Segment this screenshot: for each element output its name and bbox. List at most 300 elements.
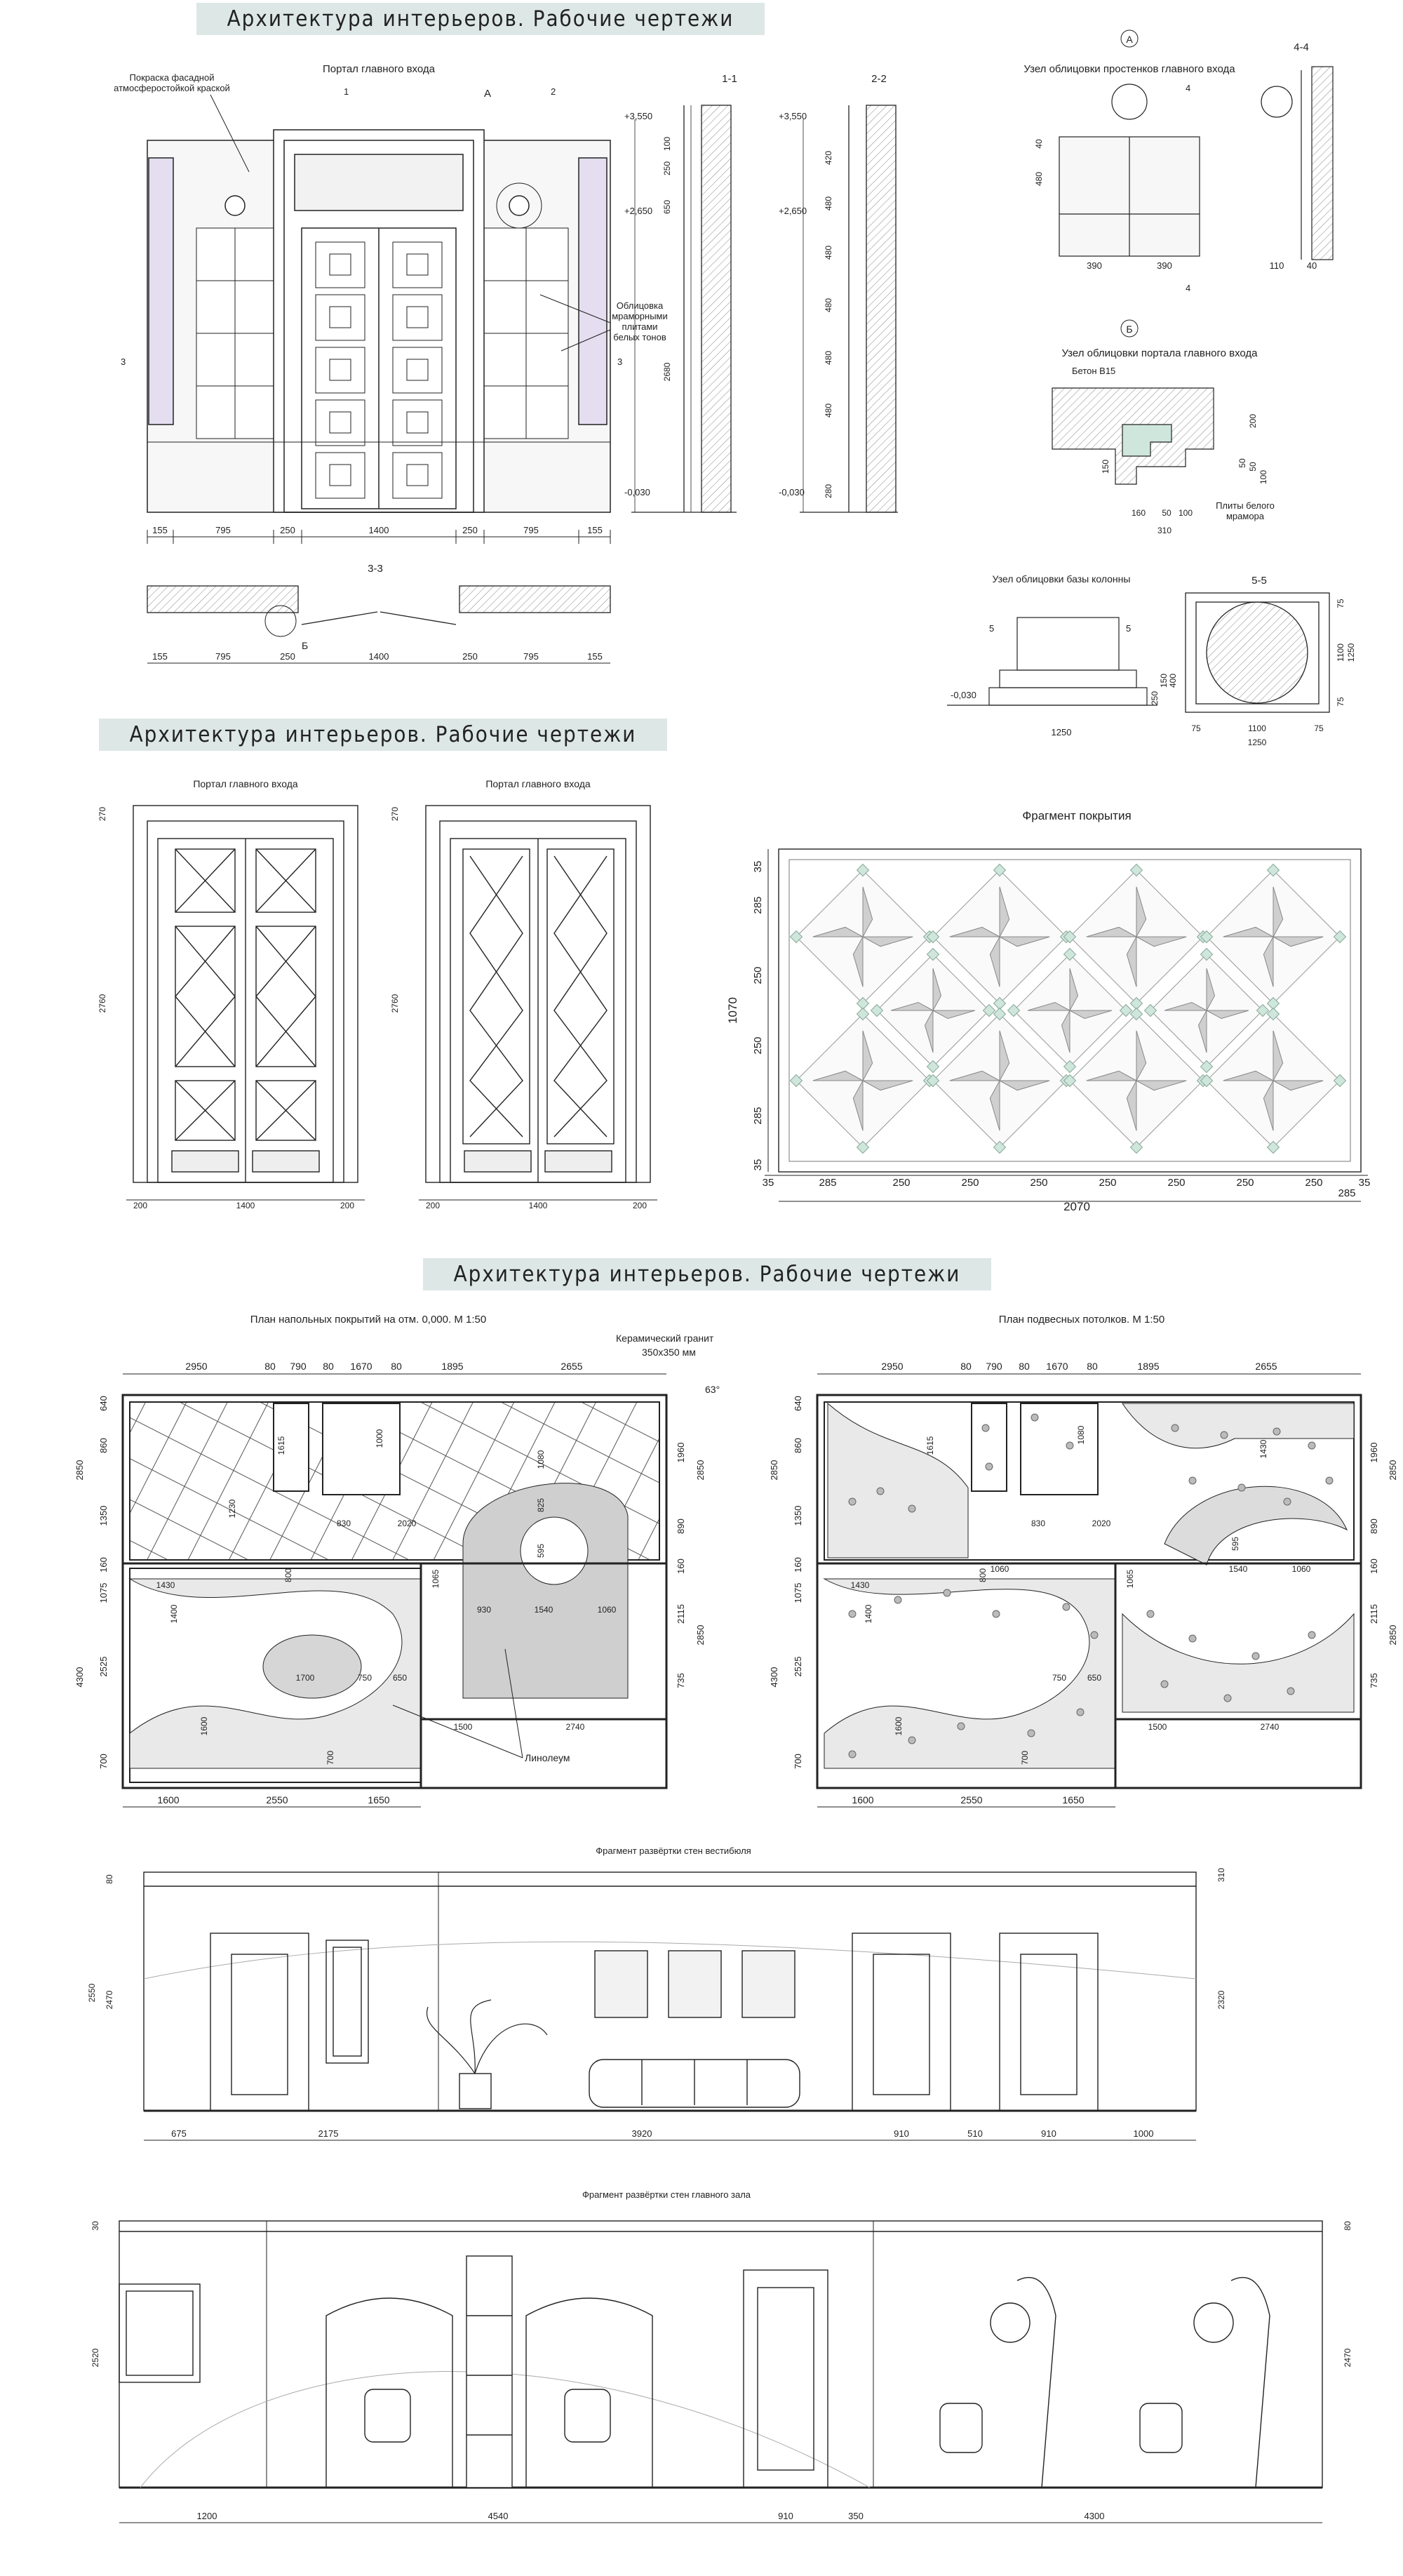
sheet-banner-2: Архитектура интерьеров. Рабочие чертежи <box>99 719 667 751</box>
p2r-6: 2850 <box>1388 1624 1398 1646</box>
p1b-2: 1650 <box>368 1794 390 1806</box>
column-plan <box>1186 593 1329 712</box>
level-2-mid: +2,650 <box>779 206 807 216</box>
vdh-1: 2175 <box>318 2128 339 2139</box>
ceiling-light-icon <box>944 1589 951 1596</box>
p1i-13: 750 <box>357 1673 372 1683</box>
column-title: Узел облицовки базы колонны <box>992 573 1131 585</box>
plan1-dims-bottom <box>157 1794 389 1806</box>
p1r-5: 2850 <box>695 1460 706 1481</box>
p1i-21: 1080 <box>536 1450 546 1469</box>
ceiling-light-icon <box>849 1751 856 1758</box>
level-1-bot: -0,030 <box>624 487 650 498</box>
kb-dim-50: 50 <box>1162 508 1172 518</box>
portal-elevation <box>147 130 610 512</box>
fdh-7: 250 <box>1236 1177 1254 1189</box>
ceiling-light-icon <box>877 1488 884 1495</box>
door1-elevation <box>133 806 358 1182</box>
col-dim-250: 250 <box>1150 690 1160 706</box>
p2l-0: 640 <box>793 1396 803 1411</box>
note-marble-3: плитами <box>622 321 658 332</box>
p2b-2: 1650 <box>1062 1794 1085 1806</box>
p1l-4: 1075 <box>98 1582 109 1603</box>
ceiling-light-icon <box>1031 1414 1038 1421</box>
ceiling-light-icon <box>993 1610 1000 1617</box>
p1t-4: 1670 <box>350 1361 372 1372</box>
p1i-11: 1060 <box>597 1605 617 1615</box>
vdv-3: 2320 <box>1216 1990 1226 2010</box>
left-window <box>149 158 173 425</box>
p1r-2: 160 <box>676 1559 686 1574</box>
p1i-1: 1000 <box>375 1429 384 1448</box>
note-marble-1: Облицовка <box>616 300 664 311</box>
floor-total: 2070 <box>1063 1200 1090 1213</box>
dim-2-2-1: 480 <box>824 196 833 211</box>
p2i-16: 1080 <box>1076 1425 1086 1445</box>
p1r-1: 890 <box>676 1519 686 1534</box>
hall-chair-3 <box>940 2403 982 2452</box>
marker-a: А <box>484 88 492 100</box>
p1i-7: 1400 <box>169 1604 179 1624</box>
floor-title: Фрагмент покрытия <box>1022 809 1132 822</box>
door1-dim-270: 270 <box>98 806 107 822</box>
p1i-18: 2740 <box>565 1722 585 1732</box>
knot-a-dim-390b: 390 <box>1157 260 1172 271</box>
granite-2: 350x350 мм <box>642 1347 696 1358</box>
ceiling-light-icon <box>908 1505 915 1512</box>
vdv-2: 2550 <box>87 1983 97 2003</box>
vest-mirror <box>326 1940 368 2063</box>
hall-column <box>466 2256 512 2488</box>
p1i-16: 700 <box>325 1750 335 1766</box>
p2i-7: 1540 <box>1228 1564 1248 1574</box>
level-2-top: +3,550 <box>779 111 807 121</box>
level-2-bot: -0,030 <box>779 487 805 498</box>
fdv-4: 285 <box>752 1107 764 1125</box>
dim-2-2-4: 480 <box>824 350 833 366</box>
ceiling-light-icon <box>1238 1484 1245 1491</box>
p1i-10: 1540 <box>534 1605 553 1615</box>
ceiling-light-icon <box>908 1737 915 1744</box>
p2t-1: 80 <box>960 1361 972 1372</box>
p1i-17: 1500 <box>453 1722 473 1732</box>
p1l-8: 4300 <box>74 1667 85 1688</box>
cp-dim-1100v: 1100 <box>1336 643 1345 662</box>
p1i-12: 1700 <box>295 1673 315 1683</box>
col-dim-150: 150 <box>1159 673 1169 688</box>
ceiling-light-icon <box>1147 1610 1154 1617</box>
ceiling-light-icon <box>1028 1730 1035 1737</box>
fdh-6: 250 <box>1167 1177 1186 1189</box>
hall-chair-1 <box>365 2389 410 2442</box>
dim-1400: 1400 <box>368 525 389 535</box>
cut-3-left: 3 <box>121 356 126 367</box>
kb-dim-50a: 50 <box>1237 458 1247 468</box>
p2r-5: 2850 <box>1388 1460 1398 1481</box>
vestibule-elevation <box>144 1872 1196 2111</box>
level-1-mid: +2,650 <box>624 206 653 216</box>
p2l-7: 2850 <box>769 1460 779 1481</box>
p1t-6: 1895 <box>441 1361 464 1372</box>
dim-1-1-100: 100 <box>662 136 672 152</box>
cp-dim-1250v: 1250 <box>1346 643 1356 662</box>
plan2-dims-bottom <box>852 1794 1084 1806</box>
pdim-0: 155 <box>152 651 168 662</box>
dim-155-l: 155 <box>152 525 168 535</box>
door2-dim-2760: 2760 <box>390 994 400 1013</box>
p2i-9: 750 <box>1052 1673 1067 1683</box>
hall-dims-v <box>90 2221 1352 2367</box>
p2l-1: 860 <box>793 1438 803 1453</box>
vest-dims-v <box>87 1868 1226 2010</box>
p1r-0: 1960 <box>676 1442 686 1463</box>
ceiling-light-icon <box>982 1424 989 1432</box>
p2i-17: 1060 <box>990 1564 1009 1574</box>
p1t-7: 2655 <box>560 1361 583 1372</box>
p1i-3: 1430 <box>156 1580 175 1590</box>
p1r-3: 2115 <box>676 1604 686 1624</box>
floor-total-v: 1070 <box>726 997 739 1024</box>
hall-door <box>744 2270 828 2488</box>
dim-4-4-110: 110 <box>1269 260 1284 271</box>
cp-dim-1250: 1250 <box>1247 738 1267 747</box>
p1i-8: 1065 <box>431 1569 441 1589</box>
p2t-5: 80 <box>1087 1361 1098 1372</box>
p2t-0: 2950 <box>881 1361 904 1372</box>
vest-picture-3 <box>742 1951 795 2017</box>
cut-4-bot: 4 <box>1186 283 1191 293</box>
p2r-3: 2115 <box>1369 1604 1379 1624</box>
knot-a-title: Узел облицовки простенков главного входа <box>1023 63 1235 75</box>
p1i-4: 830 <box>336 1519 351 1528</box>
vdh-3: 910 <box>894 2128 909 2139</box>
dim-795-l: 795 <box>215 525 231 535</box>
p1l-1: 860 <box>98 1438 109 1453</box>
fdh-4: 250 <box>1030 1177 1048 1189</box>
p1i-14: 650 <box>392 1673 408 1683</box>
door2-dim-200a: 200 <box>425 1201 441 1210</box>
hdh-4: 4300 <box>1084 2511 1105 2521</box>
fdv-0: 35 <box>752 860 764 873</box>
pdim-3: 1400 <box>368 651 389 662</box>
ceiling-light-icon <box>1284 1498 1291 1505</box>
plan-3-3-label: 3-3 <box>368 563 383 575</box>
p1t-1: 80 <box>264 1361 276 1372</box>
vest-title: Фрагмент развёртки стен вестибюля <box>596 1846 751 1856</box>
floor-fragment <box>779 849 1361 1172</box>
lamp-right <box>509 196 529 215</box>
p1i-9: 930 <box>476 1605 492 1615</box>
pdim-2: 250 <box>280 651 295 662</box>
p1r-6: 2850 <box>695 1624 706 1646</box>
linoleum: Линолеум <box>525 1752 570 1763</box>
p2r-0: 1960 <box>1369 1442 1379 1463</box>
door1-dim-200a: 200 <box>133 1201 148 1210</box>
p2i-10: 650 <box>1087 1673 1102 1683</box>
cut-2-top: 2 <box>551 86 556 97</box>
kb-dim-160: 160 <box>1131 508 1146 518</box>
section-2-2-label: 2-2 <box>871 73 887 85</box>
p1l-3: 160 <box>98 1557 109 1573</box>
p2i-13: 1500 <box>1148 1722 1167 1732</box>
door2-dim-200b: 200 <box>632 1201 647 1210</box>
dim-250-l: 250 <box>280 525 295 535</box>
vest-dims-h <box>171 2128 1153 2139</box>
sheet-banner-1: Архитектура интерьеров. Рабочие чертежи <box>196 3 765 35</box>
ceiling-light-icon <box>1066 1442 1073 1449</box>
p1t-2: 790 <box>290 1361 307 1372</box>
p2i-4: 800 <box>978 1568 988 1583</box>
ceiling-light-icon <box>1077 1709 1084 1716</box>
kb-dim-150: 150 <box>1101 459 1110 474</box>
note-paint-2: атмосферостойкой краской <box>114 83 230 93</box>
ceiling-light-icon <box>1063 1603 1070 1610</box>
ceiling-light-icon <box>1161 1681 1168 1688</box>
p1i-0: 1615 <box>276 1436 286 1455</box>
note-marble-2: мраморными <box>612 311 668 321</box>
hdh-3: 350 <box>848 2511 864 2521</box>
p2i-8: 1060 <box>1291 1564 1311 1574</box>
dim-250-r: 250 <box>462 525 478 535</box>
p1i-5: 2020 <box>397 1519 417 1528</box>
vest-picture-2 <box>669 1951 721 2017</box>
right-window <box>579 158 607 425</box>
vdh-0: 675 <box>171 2128 187 2139</box>
p1t-0: 2950 <box>185 1361 208 1372</box>
marble-plates-2: мрамора <box>1226 511 1265 521</box>
p2t-6: 1895 <box>1137 1361 1160 1372</box>
fdv-5: 35 <box>752 1159 764 1171</box>
cut-3-right: 3 <box>617 356 623 367</box>
p1b-1: 2550 <box>266 1794 288 1806</box>
angle-63: 63° <box>705 1384 720 1395</box>
hall-lamp-2 <box>1231 2278 1270 2488</box>
vdv-1: 2470 <box>105 1990 114 2010</box>
hdv-0: 30 <box>90 2221 100 2231</box>
section-4-4 <box>1261 67 1333 260</box>
hall-title: Фрагмент развёртки стен главного зала <box>582 2189 751 2200</box>
cut-5-left: 5 <box>989 623 995 634</box>
door2-dim-270: 270 <box>390 806 400 822</box>
ceiling-light-icon <box>1221 1432 1228 1439</box>
ceiling-light-icon <box>1172 1424 1179 1432</box>
door2-elevation <box>426 806 650 1182</box>
dim-795-r: 795 <box>523 525 539 535</box>
ceiling-light-icon <box>849 1610 856 1617</box>
p2i-15: 595 <box>1230 1536 1240 1551</box>
cp-dim-1100: 1100 <box>1248 723 1266 733</box>
p2i-11: 1600 <box>894 1716 904 1736</box>
plan2-dims-top <box>881 1361 1277 1372</box>
dim-1-1-650: 650 <box>662 199 672 215</box>
p1i-20: 825 <box>536 1497 546 1513</box>
p2l-5: 2525 <box>793 1656 803 1677</box>
floor-dims-v <box>752 861 764 1171</box>
vdv-0: 80 <box>105 1874 114 1884</box>
hall-dims-h <box>197 2511 1105 2521</box>
cp-dim-75d: 75 <box>1336 697 1345 707</box>
plan1-dims-top <box>185 1361 582 1372</box>
ceiling-light-icon <box>1273 1428 1280 1435</box>
col-dim-1250: 1250 <box>1051 727 1072 738</box>
cut-5-right: 5 <box>1126 623 1132 634</box>
knot-a-dim-390a: 390 <box>1087 260 1102 271</box>
cut-4-top: 4 <box>1186 83 1191 93</box>
ceiling-light-icon <box>1252 1653 1259 1660</box>
p1r-4: 735 <box>676 1673 686 1688</box>
section-4-4-label: 4-4 <box>1294 41 1309 53</box>
vdh-5: 910 <box>1041 2128 1056 2139</box>
p2i-6: 1065 <box>1125 1569 1135 1589</box>
ceiling-light-icon <box>1189 1635 1196 1642</box>
p1i-15: 1600 <box>199 1716 209 1736</box>
p1l-7: 2850 <box>74 1460 85 1481</box>
dim-2-2-5: 480 <box>824 403 833 418</box>
section-2-2 <box>800 105 898 512</box>
p1i-19: 595 <box>536 1543 546 1559</box>
p1i-6: 800 <box>283 1568 293 1583</box>
vdh-2: 3920 <box>631 2128 652 2139</box>
ceiling-light-icon <box>1308 1442 1315 1449</box>
door1-dim-200b: 200 <box>340 1201 355 1210</box>
pdim-4: 250 <box>462 651 478 662</box>
plan1-dims-right <box>676 1443 706 1688</box>
p1t-5: 80 <box>391 1361 402 1372</box>
ceiling-light-icon <box>1326 1477 1333 1484</box>
hall-mirror <box>119 2284 200 2382</box>
fdv-2: 250 <box>752 966 764 985</box>
marker-b-plan: Б <box>302 640 309 651</box>
p2i-5: 1400 <box>864 1604 873 1624</box>
floor-dims-h <box>763 1177 1371 1199</box>
fdh-5: 250 <box>1099 1177 1117 1189</box>
knot-b-drawing <box>1052 388 1214 484</box>
dim-2-2-2: 480 <box>824 245 833 260</box>
dim-2-2-6: 280 <box>824 483 833 499</box>
dim-2-2-3: 480 <box>824 298 833 313</box>
p1l-0: 640 <box>98 1396 109 1411</box>
marble-plates-1: Плиты белого <box>1216 500 1275 511</box>
p2t-2: 790 <box>986 1361 1002 1372</box>
plan1-title: План напольных покрытий на отм. 0,000. М 1:50 <box>250 1314 487 1326</box>
ceiling-light-icon <box>1189 1477 1196 1484</box>
p2t-3: 80 <box>1019 1361 1030 1372</box>
section-5-5-label: 5-5 <box>1251 575 1267 587</box>
col-level: -0,030 <box>951 690 976 700</box>
fdh-1: 285 <box>819 1177 837 1189</box>
p1i-2: 1230 <box>227 1499 237 1519</box>
p2i-3: 2020 <box>1092 1519 1111 1528</box>
ceiling-light-icon <box>894 1596 901 1603</box>
hdv-3: 2470 <box>1343 2348 1352 2368</box>
plan1-dims-left <box>74 1396 109 1769</box>
p2i-2: 830 <box>1031 1519 1046 1528</box>
door1-dim-2760: 2760 <box>98 994 107 1013</box>
vest-door-2 <box>852 1933 951 2111</box>
col-dim-400: 400 <box>1168 673 1178 688</box>
fdh-2: 250 <box>892 1177 911 1189</box>
p2l-3: 160 <box>793 1557 803 1573</box>
fdh-0: 35 <box>762 1177 774 1189</box>
p1l-2: 1350 <box>98 1505 109 1526</box>
dim-1-1-250: 250 <box>662 161 672 176</box>
hdh-0: 1200 <box>196 2511 217 2521</box>
pdim-5: 795 <box>523 651 539 662</box>
hdv-1: 2520 <box>90 2348 100 2368</box>
pdim-1: 795 <box>215 651 231 662</box>
p2t-7: 2655 <box>1255 1361 1277 1372</box>
vest-plant <box>427 2000 547 2074</box>
p2b-1: 2550 <box>960 1794 983 1806</box>
hall-chair-2 <box>565 2389 610 2442</box>
hall-chair-4 <box>1140 2403 1182 2452</box>
p2l-8: 4300 <box>769 1667 779 1688</box>
ceiling-light-icon <box>1091 1631 1098 1639</box>
p2r-1: 890 <box>1369 1519 1379 1534</box>
vest-door-3 <box>1000 1933 1098 2111</box>
p1b-0: 1600 <box>157 1794 180 1806</box>
hall-elevation <box>119 2221 1322 2488</box>
cp-dim-75a: 75 <box>1191 723 1201 733</box>
ceiling-light-icon <box>1287 1688 1294 1695</box>
kb-dim-100: 100 <box>1178 508 1193 518</box>
hdh-2: 910 <box>778 2511 793 2521</box>
dim-2-2-0: 420 <box>824 150 833 166</box>
cp-dim-75c: 75 <box>1336 599 1345 608</box>
p2t-4: 1670 <box>1046 1361 1068 1372</box>
p2l-2: 1350 <box>793 1505 803 1526</box>
fdh-8: 250 <box>1305 1177 1323 1189</box>
vdh-4: 510 <box>967 2128 983 2139</box>
fdh-3: 250 <box>961 1177 979 1189</box>
note-paint-1: Покраска фасадной <box>129 72 215 83</box>
kb-dim-50b: 50 <box>1248 462 1258 472</box>
vest-plant-pot <box>459 2074 491 2109</box>
p2r-2: 160 <box>1369 1559 1379 1574</box>
dim-4-4-40: 40 <box>1306 260 1317 271</box>
p2r-4: 735 <box>1369 1673 1379 1688</box>
p2l-6: 700 <box>793 1754 803 1769</box>
knot-b-title: Узел облицовки портала главного входа <box>1061 347 1258 359</box>
knot-b-marker: Б <box>1126 323 1133 335</box>
section-1-1-label: 1-1 <box>722 73 737 85</box>
pdim-6: 155 <box>587 651 603 662</box>
sheet-banner-3: Архитектура интерьеров. Рабочие чертежи <box>423 1258 991 1290</box>
door2-dim-1400: 1400 <box>528 1201 548 1210</box>
vdh-6: 1000 <box>1133 2128 1154 2139</box>
ceiling-light-icon <box>986 1463 993 1470</box>
p1t-3: 80 <box>323 1361 334 1372</box>
p2l-4: 1075 <box>793 1582 803 1603</box>
plan-3-3 <box>147 586 610 636</box>
vdv-4: 310 <box>1216 1867 1226 1883</box>
cp-dim-75b: 75 <box>1314 723 1324 733</box>
ceiling-light-icon <box>1224 1695 1231 1702</box>
p2i-12: 700 <box>1020 1750 1030 1766</box>
granite-1: Керамический гранит <box>616 1333 714 1344</box>
level-1-top: +3,550 <box>624 111 653 121</box>
hdh-1: 4540 <box>488 2511 509 2521</box>
fdh-10: 35 <box>1358 1177 1371 1189</box>
door1-title: Портал главного входа <box>193 778 298 789</box>
vest-picture-1 <box>595 1951 647 2017</box>
door1-dim-1400: 1400 <box>236 1201 255 1210</box>
fdv-1: 285 <box>752 896 764 914</box>
kb-dim-100b: 100 <box>1258 469 1268 485</box>
portal-title: Портал главного входа <box>323 63 435 75</box>
floor-tiles <box>791 865 1346 1154</box>
ceiling-light-icon <box>1308 1631 1315 1639</box>
